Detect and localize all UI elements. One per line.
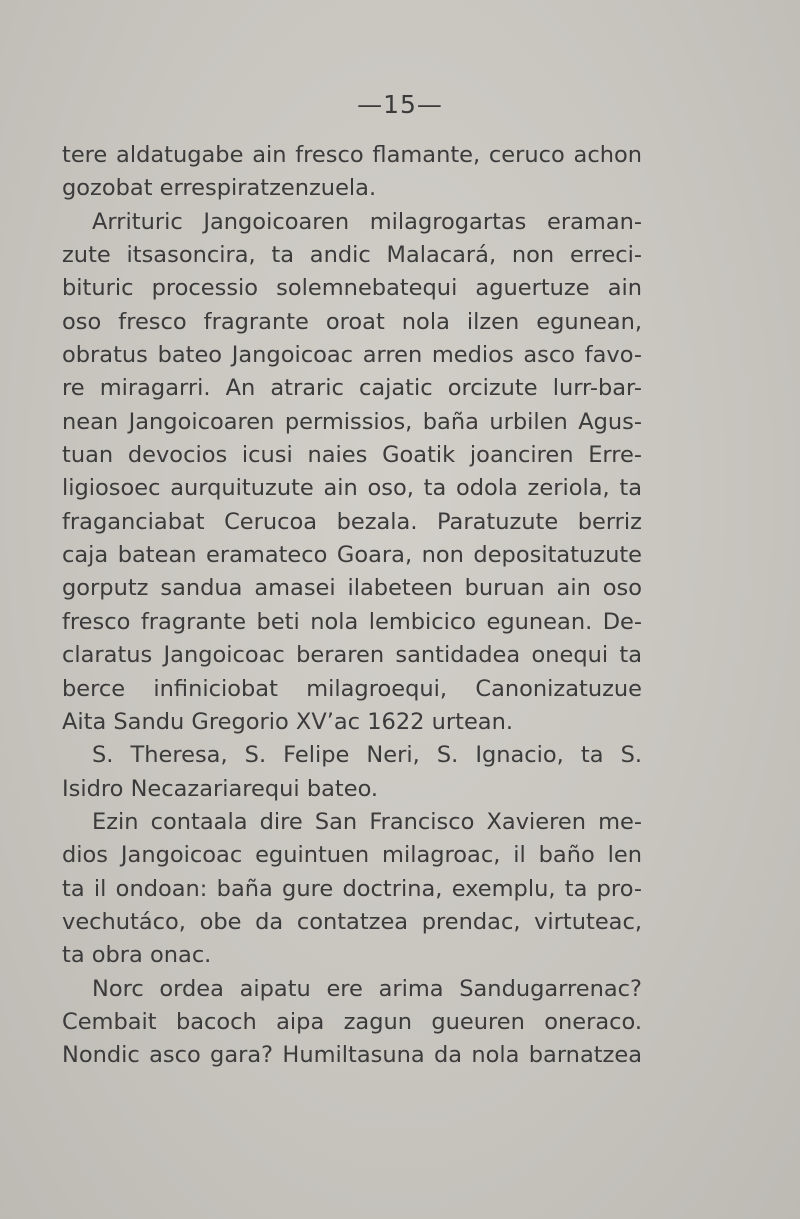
text-line: fraganciabat Cerucoa bezala. Paratuzute berriz (62, 508, 642, 535)
text-line: bituric processio solemnebatequi aguertuze ain (62, 275, 642, 302)
text-line: Ezin contaala dire San Francisco Xavieren me- (92, 808, 642, 835)
text-line: nean Jangoicoaren permissios, baña urbilen Agus- (62, 408, 642, 435)
text-line: claratus Jangoicoac beraren santidadea onequi ta (62, 642, 642, 669)
text-line: Arrituric Jangoicoaren milagrogartas eraman- (92, 208, 642, 235)
body-text (62, 139, 642, 1073)
text-line: oso fresco fragrante oroat nola ilzen egunean, (62, 308, 642, 335)
text-line: re miragarri. An atraric cajatic orcizute lurr-bar- (62, 375, 642, 402)
text-line: Cembait bacoch aipa zagun gueuren oneraco. (62, 1008, 642, 1035)
page-number: —15— (357, 90, 443, 119)
text-line: Nondic asco gara? Humiltasuna da nola barnatzea (62, 1042, 642, 1069)
text-line: zute itsasoncira, ta andic Malacará, non erreci- (62, 242, 642, 269)
text-line: Isidro Necazariarequi bateo. (62, 775, 379, 802)
text-line: obratus bateo Jangoicoac arren medios asco favo- (62, 342, 642, 369)
text-line: S. Theresa, S. Felipe Neri, S. Ignacio, ta S. (92, 742, 642, 769)
text-line: ta obra onac. (62, 942, 212, 969)
text-line: vechutáco, obe da contatzea prendac, virtuteac, (62, 908, 642, 935)
text-line: ligiosoec aurquituzute ain oso, ta odola zeriola, ta (62, 475, 642, 502)
text-line: caja batean eramateco Goara, non depositatuzute (62, 542, 642, 569)
text-line: dios Jangoicoac eguintuen milagroac, il baño len (62, 842, 642, 869)
text-line: Aita Sandu Gregorio XV’ac 1622 urtean. (62, 708, 513, 735)
text-line: tuan devocios icusi naies Goatik joanciren Erre- (62, 442, 642, 469)
text-line: fresco fragrante beti nola lembicico egunean. De- (62, 608, 642, 635)
text-line: gorputz sandua amasei ilabeteen buruan ain oso (62, 575, 642, 602)
text-line: berce infiniciobat milagroequi, Canonizatuzue (62, 675, 642, 702)
text-line: Norc ordea aipatu ere arima Sandugarrenac? (92, 975, 642, 1002)
text-line: gozobat errespiratzenzuela. (62, 175, 377, 202)
text-line: ta il ondoan: baña gure doctrina, exemplu, ta pro- (62, 875, 642, 902)
text-line: tere aldatugabe ain fresco flamante, ceruco achon (62, 142, 642, 168)
